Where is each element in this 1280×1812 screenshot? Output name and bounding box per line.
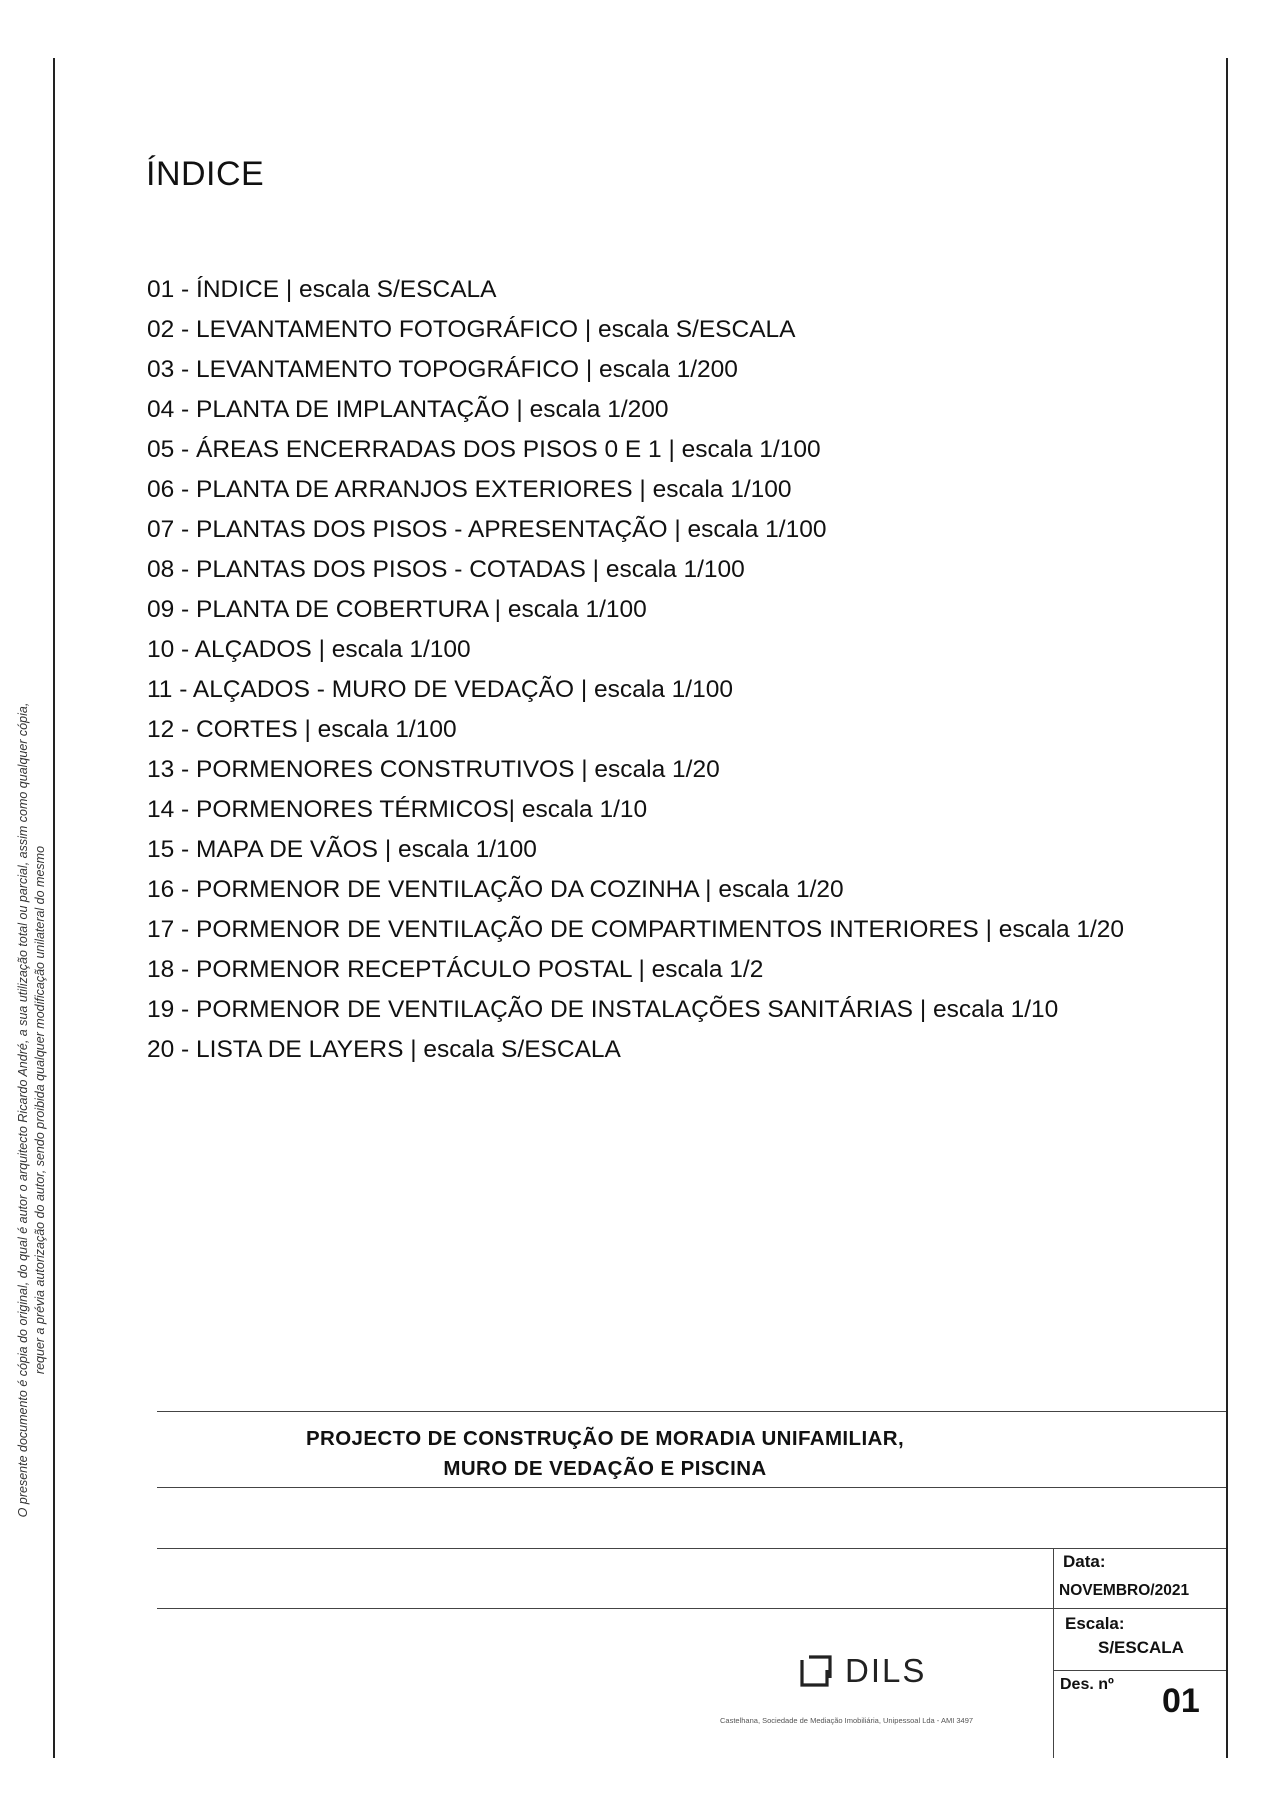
title-block-line-2 — [157, 1487, 1226, 1488]
side-note-line-2: requer a prévia autorização do autor, sendo proibida qualquer modificação unilateral do mesmo — [33, 845, 47, 1375]
side-note-line-1: O presente documento é cópia do original, do qual é autor o arquitecto Ricardo André, a sua utilização total ou parcial, assim como qualquer cópia, — [16, 702, 30, 1518]
sheet-number: 01 — [1162, 1682, 1200, 1720]
project-title-line-2: MURO DE VEDAÇÃO E PISCINA — [443, 1457, 767, 1480]
index-item: 15 - MAPA DE VÃOS | escala 1/100 — [147, 836, 537, 863]
logo-text: DILS — [845, 1652, 927, 1689]
frame-right-line — [1226, 58, 1228, 1758]
index-item: 06 - PLANTA DE ARRANJOS EXTERIORES | escala 1/100 — [147, 476, 792, 503]
index-item: 04 - PLANTA DE IMPLANTAÇÃO | escala 1/200 — [147, 396, 669, 423]
index-item: 07 - PLANTAS DOS PISOS - APRESENTAÇÃO | escala 1/100 — [147, 516, 827, 543]
dils-logo — [799, 1652, 926, 1690]
title-block-line-4 — [157, 1608, 1226, 1609]
index-item: 10 - ALÇADOS | escala 1/100 — [147, 636, 471, 663]
index-item: 20 - LISTA DE LAYERS | escala S/ESCALA — [147, 1036, 621, 1063]
bracket-square-icon — [799, 1654, 833, 1688]
index-item: 08 - PLANTAS DOS PISOS - COTADAS | escala 1/100 — [147, 556, 745, 583]
index-item: 05 - ÁREAS ENCERRADAS DOS PISOS 0 E 1 | escala 1/100 — [147, 436, 821, 463]
index-item: 18 - PORMENOR RECEPTÁCULO POSTAL | escala 1/2 — [147, 956, 764, 983]
index-item: 14 - PORMENORES TÉRMICOS| escala 1/10 — [147, 796, 648, 823]
title-block-sheet-line — [1053, 1670, 1226, 1671]
page-title: ÍNDICE — [146, 155, 265, 193]
index-item: 09 - PLANTA DE COBERTURA | escala 1/100 — [147, 596, 647, 623]
index-item: 19 - PORMENOR DE VENTILAÇÃO DE INSTALAÇÕES SANITÁRIAS | escala 1/10 — [147, 996, 1059, 1023]
project-title — [155, 1424, 1055, 1484]
title-block-divider — [1053, 1548, 1054, 1758]
index-list — [147, 270, 1124, 1070]
index-item: 03 - LEVANTAMENTO TOPOGRÁFICO | escala 1/200 — [147, 356, 738, 383]
index-item: 13 - PORMENORES CONSTRUTIVOS | escala 1/20 — [147, 756, 720, 783]
date-value: NOVEMBRO/2021 — [1059, 1582, 1190, 1599]
index-item: 01 - ÍNDICE | escala S/ESCALA — [147, 276, 497, 303]
copyright-side-note — [15, 550, 75, 1670]
index-item: 11 - ALÇADOS - MURO DE VEDAÇÃO | escala 1/100 — [147, 676, 733, 703]
footer-note: Castelhana, Sociedade de Mediação Imobiliária, Unipessoal Lda - AMI 3497 — [720, 1716, 974, 1725]
project-title-line-1: PROJECTO DE CONSTRUÇÃO DE MORADIA UNIFAMILIAR, — [305, 1427, 905, 1450]
scale-label: Escala: — [1065, 1614, 1125, 1633]
index-item: 16 - PORMENOR DE VENTILAÇÃO DA COZINHA | escala 1/20 — [147, 876, 844, 903]
index-item: 17 - PORMENOR DE VENTILAÇÃO DE COMPARTIMENTOS INTERIORES | escala 1/20 — [147, 916, 1125, 943]
index-item: 02 - LEVANTAMENTO FOTOGRÁFICO | escala S/ESCALA — [147, 316, 796, 343]
title-block-top-line — [157, 1411, 1226, 1412]
sheet-label: Des. nº — [1060, 1676, 1114, 1693]
index-item: 12 - CORTES | escala 1/100 — [147, 716, 457, 743]
title-block-line-3 — [157, 1548, 1226, 1549]
scale-value: S/ESCALA — [1098, 1638, 1184, 1657]
date-label: Data: — [1063, 1552, 1106, 1571]
